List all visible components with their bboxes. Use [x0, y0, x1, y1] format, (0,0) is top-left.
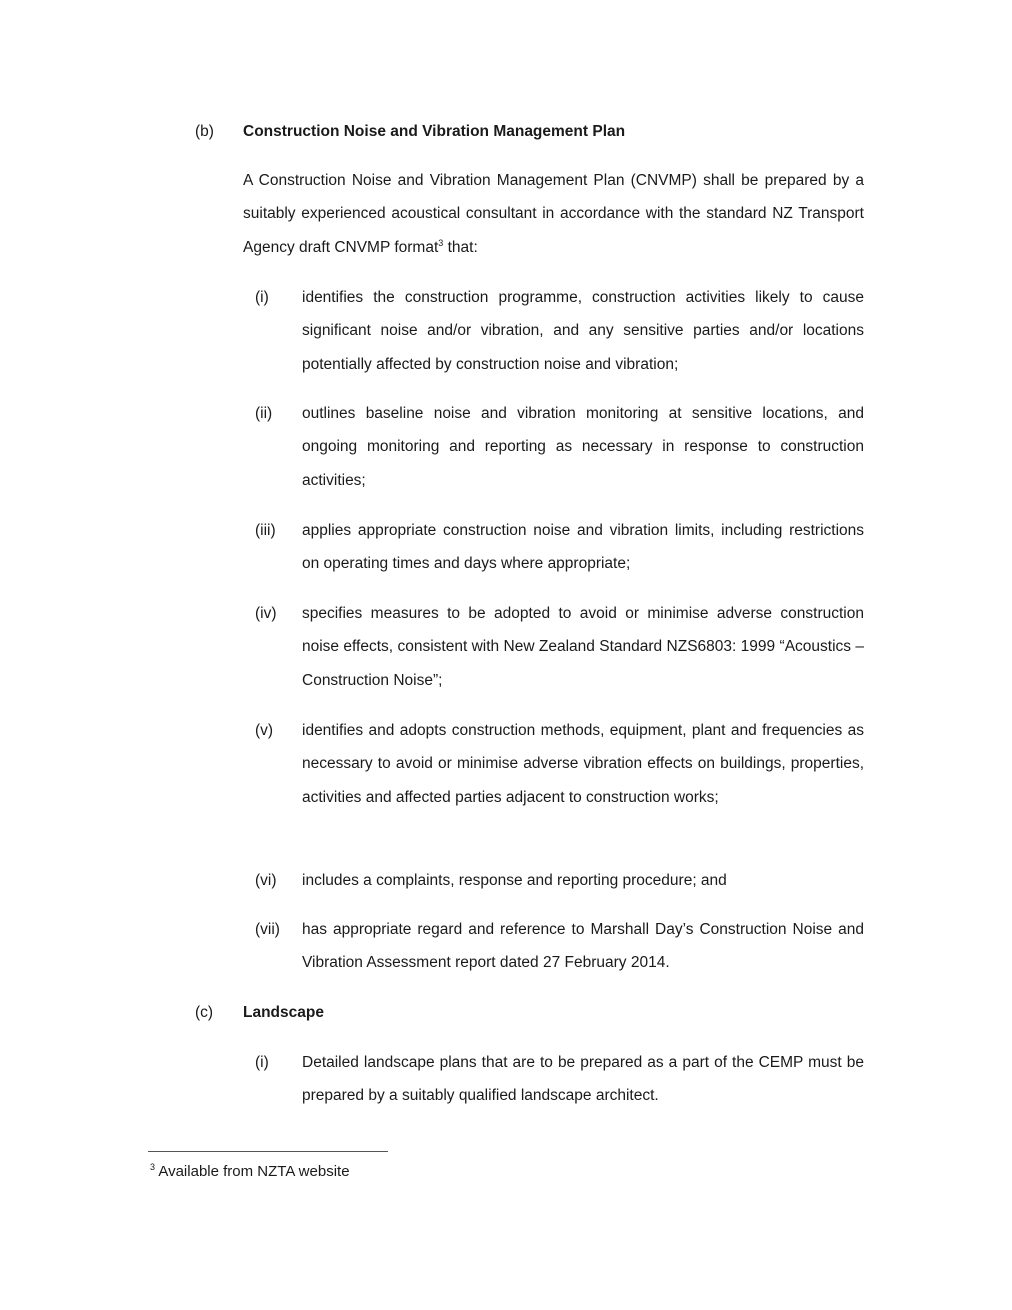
item-b-v-text: identifies and adopts construction methods, equipment, plant and frequencies as necessary to avoid or minimise adverse vibration effects on buildings, properties, activities and affected parties adjacent to construction works;: [302, 722, 864, 806]
section-b-title: Construction Noise and Vibration Management Plan: [243, 123, 626, 140]
item-b-v-num: (v): [255, 722, 274, 739]
item-b-i-text: identifies the construction programme, construction activities likely to cause significant noise and/or vibration, and any sensitive parties and/or locations potentially affected by construction noise and vibration;: [302, 289, 864, 373]
footnote-number: 3: [150, 1162, 156, 1172]
item-b-iv-num: (iv): [255, 605, 277, 622]
item-b-ii-num: (ii): [255, 405, 273, 422]
item-b-i-num: (i): [255, 289, 269, 306]
section-c-title: Landscape: [243, 1004, 324, 1021]
item-b-vi-text: includes a complaints, response and reporting procedure; and: [302, 872, 727, 889]
item-b-vii-text: has appropriate regard and reference to Marshall Day’s Construction Noise and Vibration Assessment report dated 27 February 2014.: [302, 921, 864, 972]
footnote-separator: [148, 1151, 388, 1152]
item-b-ii-text: outlines baseline noise and vibration monitoring at sensitive locations, and ongoing monitoring and reporting as necessary in response to construction activities;: [302, 405, 864, 489]
item-b-iv-text: specifies measures to be adopted to avoid or minimise adverse construction noise effects, consistent with New Zealand Standard NZS6803: 1999 “Acoustics – Construction Noise”;: [302, 605, 864, 689]
section-c-label: (c): [195, 1004, 214, 1021]
intro-text-before: A Construction Noise and Vibration Management Plan (CNVMP) shall be prepared by a suitably experienced acoustical consultant in accordance with the standard NZ Transport Agency draft CNVMP format: [243, 172, 864, 256]
footnote-text: Available from NZTA website: [158, 1163, 350, 1180]
item-c-i-text: Detailed landscape plans that are to be prepared as a part of the CEMP must be prepared by a suitably qualified landscape architect.: [302, 1054, 864, 1105]
item-b-iii-text: applies appropriate construction noise and vibration limits, including restrictions on operating times and days where appropriate;: [302, 522, 864, 573]
footnote: [150, 1162, 350, 1182]
footnote-ref: 3: [438, 237, 444, 248]
item-b-vii-num: (vii): [255, 921, 280, 938]
item-b-vi-num: (vi): [255, 872, 277, 889]
section-b-label: (b): [195, 123, 214, 140]
item-c-i-num: (i): [255, 1054, 269, 1071]
intro-text-after: that:: [443, 238, 478, 256]
section-b-intro: [243, 164, 864, 264]
item-b-iii-num: (iii): [255, 522, 276, 539]
